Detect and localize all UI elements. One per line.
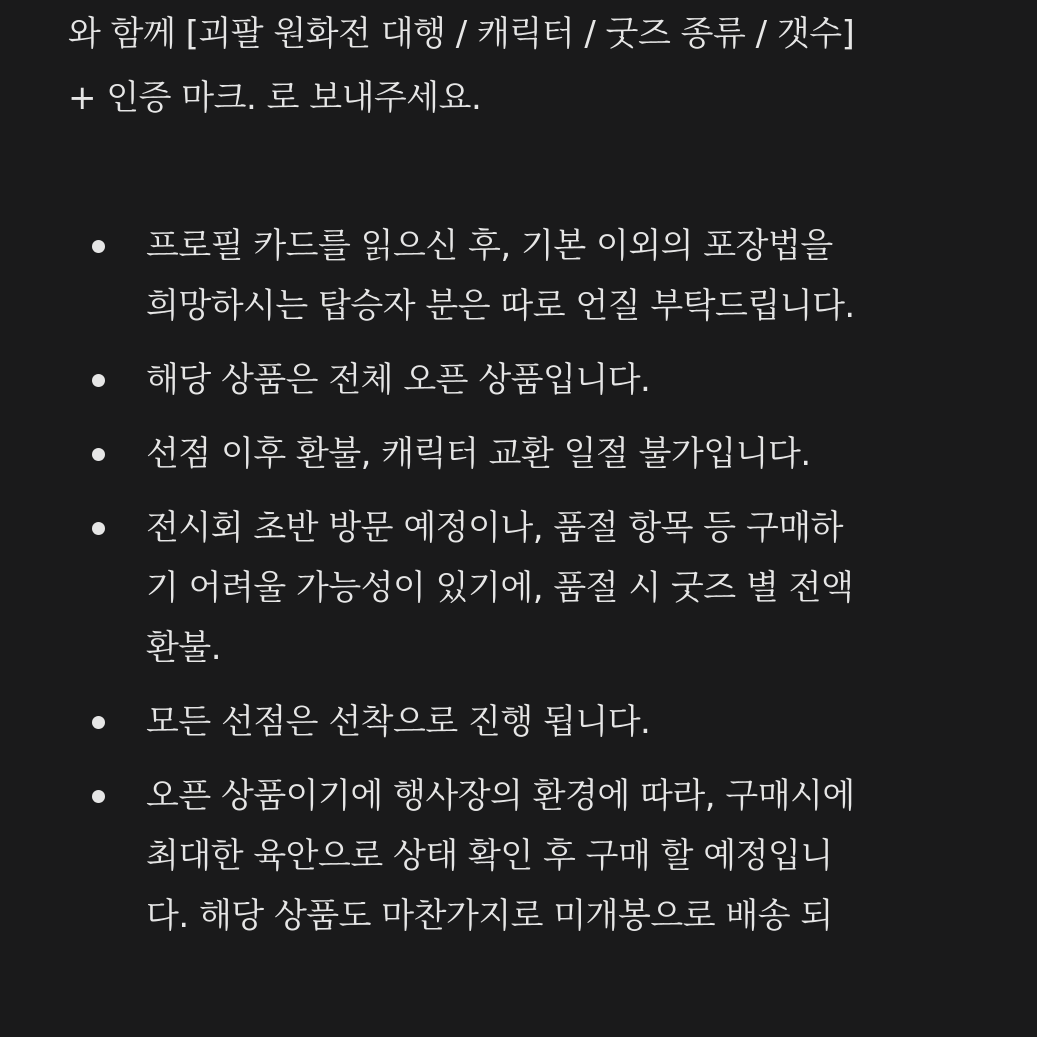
bullet-text-line: 선점 이후 환불, 캐릭터 교환 일절 불가입니다. (146, 434, 811, 474)
intro-line: 와 함께 [괴팔 원화전 대행 / 캐릭터 / 굿즈 종류 / 갯수] (68, 14, 855, 54)
bullet-dot-icon (92, 790, 105, 803)
bullet-text-line: 최대한 육안으로 상태 확인 후 구매 할 예정입니 (146, 836, 833, 876)
bullet-text-line: 오픈 상품이기에 행사장의 환경에 따라, 구매시에 (146, 776, 855, 816)
bullet-text-line: 해당 상품은 전체 오픈 상품입니다. (146, 360, 651, 400)
bullet-item-sold-out-refund (68, 498, 997, 678)
bullet-text-line: 다. 해당 상품도 마찬가지로 미개봉으로 배송 되 (146, 896, 833, 936)
bullet-dot-icon (92, 374, 105, 387)
bullet-dot-icon (92, 522, 105, 535)
bullet-text-line: 기 어려울 가능성이 있기에, 품절 시 굿즈 별 전액 (146, 568, 854, 608)
bullet-dot-icon (92, 716, 105, 729)
bullet-item-first-come (68, 692, 997, 752)
bullet-text-line: 희망하시는 탑승자 분은 따로 언질 부탁드립니다. (146, 286, 855, 326)
paragraph-gap (68, 130, 997, 216)
bullet-text-line: 프로필 카드를 읽으신 후, 기본 이외의 포장법을 (146, 226, 833, 266)
notice-bullet-list (68, 216, 997, 946)
bullet-dot-icon (92, 448, 105, 461)
bullet-item-condition-check (68, 766, 997, 946)
intro-line: + 인증 마크. 로 보내주세요. (68, 78, 482, 118)
bullet-text-line: 모든 선점은 선착으로 진행 됩니다. (146, 702, 651, 742)
bullet-item-open-product (68, 350, 997, 410)
bullet-item-no-refund (68, 424, 997, 484)
intro-paragraph (68, 0, 997, 130)
bullet-dot-icon (92, 240, 105, 253)
bullet-item-packaging (68, 216, 997, 336)
bullet-text-line: 전시회 초반 방문 예정이나, 품절 항목 등 구매하 (146, 508, 843, 548)
bullet-text-line: 환불. (146, 628, 221, 668)
